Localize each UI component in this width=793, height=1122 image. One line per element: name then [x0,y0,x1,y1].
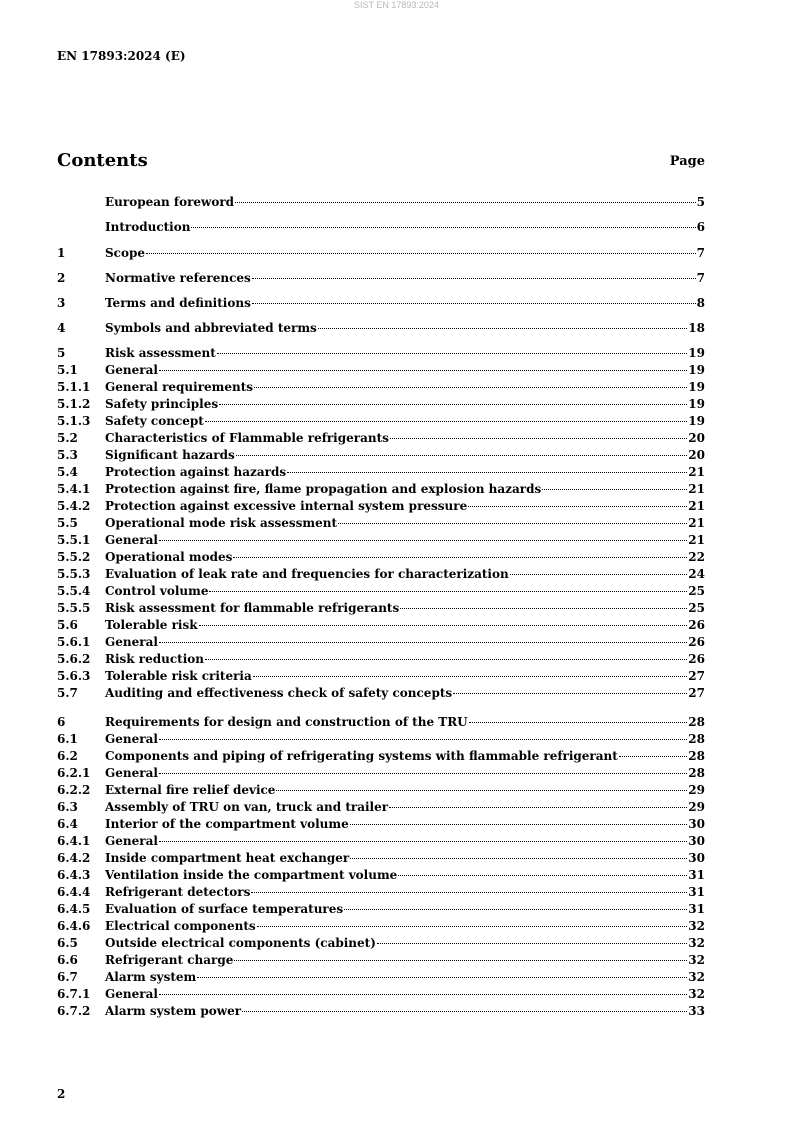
toc-leader-dots [199,625,688,626]
toc-entry-page: 18 [688,321,705,335]
toc-entry-number: 6 [57,715,66,729]
toc-entry-page: 26 [688,652,705,666]
toc-leader-dots [400,608,687,609]
toc-entry-page: 30 [688,817,705,831]
toc-entry[interactable] [57,481,705,497]
toc-entry[interactable] [57,765,705,781]
toc-leader-dots [468,506,687,507]
toc-entry-number: 6.7.1 [57,987,91,1001]
toc-entry-number: 5.5.5 [57,601,91,615]
toc-entry-title: Normative references [105,271,251,285]
toc-entry-page: 32 [688,970,705,984]
toc-entry[interactable] [57,935,705,951]
toc-leader-dots [276,790,687,791]
toc-entry-page: 19 [688,414,705,428]
toc-entry-number: 6.4.4 [57,885,91,899]
toc-entry-title: Alarm system power [105,1004,242,1018]
toc-entry[interactable] [57,345,705,361]
toc-entry-number: 5.5.4 [57,584,91,598]
toc-leader-dots [453,693,687,694]
toc-entry-number: 6.4.1 [57,834,91,848]
toc-entry-number: 6.2.1 [57,766,91,780]
toc-entry-title: Refrigerant detectors [105,885,251,899]
toc-entry[interactable] [57,668,705,684]
toc-entry-number: 5.7 [57,686,78,700]
toc-entry-page: 7 [696,246,705,260]
toc-entry[interactable] [57,219,705,235]
toc-entry-page: 19 [688,363,705,377]
toc-leader-dots [254,387,687,388]
toc-entry-page: 32 [688,936,705,950]
toc-entry-title: Control volume [105,584,209,598]
toc-entry-title: External fire relief device [105,783,276,797]
toc-entry[interactable] [57,969,705,985]
toc-entry[interactable] [57,515,705,531]
toc-entry-number: 6.5 [57,936,78,950]
toc-leader-dots [350,858,687,859]
toc-leader-dots [287,472,687,473]
toc-leader-dots [197,977,687,978]
toc-entry-number: 5.1.1 [57,380,91,394]
toc-entry-title: Inside compartment heat exchanger [105,851,350,865]
toc-entry-title: Protection against excessive internal system pressure [105,499,468,513]
toc-entry-number: 6.2 [57,749,78,763]
toc-entry-title: Operational mode risk assessment [105,516,337,530]
toc-leader-dots [159,841,687,842]
toc-entry-page: 21 [688,533,705,547]
toc-entry-title: Electrical components [105,919,256,933]
toc-entry[interactable] [57,901,705,917]
toc-entry-title: Requirements for design and construction of the TRU [105,715,468,729]
toc-entry-number: 5.5.1 [57,533,91,547]
toc-entry-number: 6.4.6 [57,919,91,933]
toc-entry-page: 27 [688,686,705,700]
toc-entry-title: Characteristics of Flammable refrigerants [105,431,389,445]
toc-entry-title: Auditing and effectiveness check of safety concepts [105,686,453,700]
toc-entry-title: Scope [105,246,146,260]
toc-entry-number: 6.4.5 [57,902,91,916]
toc-entry-number: 6.6 [57,953,78,967]
toc-entry-page: 8 [696,296,705,310]
toc-entry[interactable] [57,413,705,429]
toc-entry-page: 25 [688,584,705,598]
toc-entry-page: 21 [688,499,705,513]
toc-entry-page: 30 [688,834,705,848]
toc-entry-page: 31 [688,868,705,882]
toc-entry-page: 27 [688,669,705,683]
toc-leader-dots [235,202,696,203]
toc-leader-dots [191,227,695,228]
toc-leader-dots [236,455,688,456]
toc-leader-dots [389,807,687,808]
toc-entry-number: 5.6.2 [57,652,91,666]
toc-entry-number: 6.1 [57,732,78,746]
toc-leader-dots [159,370,687,371]
toc-entry[interactable] [57,270,705,286]
toc-entry[interactable] [57,986,705,1002]
toc-entry-number: 2 [57,271,66,285]
toc-entry[interactable] [57,362,705,378]
toc-entry-page: 32 [688,919,705,933]
toc-entry-page: 21 [688,516,705,530]
toc-entry-title: Components and piping of refrigerating systems with flammable refrigerant [105,749,618,763]
toc-entry[interactable] [57,884,705,900]
toc-entry-title: Risk assessment [105,346,216,360]
toc-leader-dots [619,756,688,757]
toc-entry[interactable] [57,748,705,764]
contents-title: Contents [57,150,148,171]
toc-entry-title: General [105,635,158,649]
toc-entry-title: Tolerable risk [105,618,198,632]
toc-entry-title: Alarm system [105,970,197,984]
watermark: SIST EN 17893:2024 [354,0,439,10]
toc-entry-page: 7 [696,271,705,285]
toc-entry-page: 31 [688,885,705,899]
toc-entry-number: 5.4 [57,465,78,479]
toc-entry-page: 30 [688,851,705,865]
toc-leader-dots [217,353,687,354]
toc-leader-dots [398,875,687,876]
toc-leader-dots [390,438,687,439]
toc-entry[interactable] [57,194,705,210]
toc-entry[interactable] [57,379,705,395]
toc-entry-page: 22 [688,550,705,564]
toc-entry-number: 5.2 [57,431,78,445]
toc-entry[interactable] [57,651,705,667]
toc-entry-number: 5 [57,346,66,360]
page-number: 2 [57,1087,66,1101]
toc-entry-page: 28 [688,749,705,763]
toc-entry[interactable] [57,850,705,866]
toc-entry[interactable] [57,600,705,616]
toc-entry[interactable] [57,685,705,701]
toc-leader-dots [257,926,688,927]
toc-entry-title: General [105,766,158,780]
toc-leader-dots [159,642,687,643]
toc-leader-dots [159,773,687,774]
toc-entry-number: 5.6.1 [57,635,91,649]
toc-entry[interactable] [57,634,705,650]
toc-entry-page: 28 [688,732,705,746]
toc-entry[interactable] [57,320,705,336]
toc-entry[interactable] [57,952,705,968]
toc-entry[interactable] [57,816,705,832]
toc-leader-dots [253,676,688,677]
toc-entry-page: 21 [688,482,705,496]
toc-leader-dots [205,659,687,660]
toc-entry-number: 6.7.2 [57,1004,91,1018]
toc-entry[interactable] [57,918,705,934]
toc-entry-title: General [105,363,158,377]
toc-leader-dots [233,557,687,558]
toc-entry-title: Operational modes [105,550,233,564]
toc-leader-dots [251,892,687,893]
toc-entry-page: 26 [688,618,705,632]
toc-entry-number: 6.7 [57,970,78,984]
toc-entry-page: 19 [688,380,705,394]
toc-leader-dots [219,404,687,405]
toc-entry-page: 28 [688,766,705,780]
toc-entry[interactable] [57,245,705,261]
toc-leader-dots [159,540,687,541]
toc-entry-number: 5.5.3 [57,567,91,581]
toc-entry-number: 5.1 [57,363,78,377]
toc-entry-page: 5 [696,195,705,209]
toc-entry-page: 32 [688,953,705,967]
toc-entry-page: 31 [688,902,705,916]
toc-entry-number: 6.3 [57,800,78,814]
toc-entry-page: 33 [688,1004,705,1018]
toc-leader-dots [146,253,696,254]
toc-entry[interactable] [57,867,705,883]
toc-entry-title: Risk reduction [105,652,204,666]
toc-leader-dots [252,303,696,304]
toc-entry-page: 20 [688,431,705,445]
toc-entry-number: 6.4.2 [57,851,91,865]
toc-entry-number: 5.3 [57,448,78,462]
toc-entry[interactable] [57,498,705,514]
toc-entry-number: 5.5 [57,516,78,530]
toc-entry-title: Evaluation of surface temperatures [105,902,344,916]
toc-entry-number: 5.6 [57,618,78,632]
toc-entry[interactable] [57,464,705,480]
toc-entry-title: Assembly of TRU on van, truck and trailer [105,800,389,814]
toc-entry-number: 1 [57,246,66,260]
toc-leader-dots [234,960,687,961]
page-column-header: Page [669,154,705,169]
toc-entry[interactable] [57,566,705,582]
toc-leader-dots [350,824,688,825]
toc-entry-number: 4 [57,321,66,335]
toc-entry[interactable] [57,532,705,548]
toc-entry-title: Safety principles [105,397,219,411]
toc-entry-title: General [105,533,158,547]
toc-entry-title: Risk assessment for flammable refrigerants [105,601,400,615]
toc-entry-page: 28 [688,715,705,729]
toc-entry-title: Refrigerant charge [105,953,234,967]
toc-entry[interactable] [57,714,705,730]
toc-entry-page: 26 [688,635,705,649]
toc-entry-page: 19 [688,346,705,360]
toc-entry-title: European foreword [105,195,235,209]
toc-entry-number: 5.4.1 [57,482,91,496]
toc-entry-page: 6 [696,220,705,234]
toc-leader-dots [377,943,687,944]
toc-entry-number: 6.2.2 [57,783,91,797]
toc-entry-number: 6.4.3 [57,868,91,882]
toc-entry-number: 5.1.2 [57,397,91,411]
toc-entry[interactable] [57,549,705,565]
toc-entry-title: Symbols and abbreviated terms [105,321,317,335]
toc-entry-page: 21 [688,465,705,479]
toc-entry[interactable] [57,583,705,599]
toc-entry-page: 32 [688,987,705,1001]
toc-entry[interactable] [57,617,705,633]
toc-entry-title: Terms and definitions [105,296,251,310]
toc-entry-title: General requirements [105,380,254,394]
toc-entry-title: General [105,834,158,848]
toc-entry-page: 20 [688,448,705,462]
toc-entry[interactable] [57,833,705,849]
document-id: EN 17893:2024 (E) [57,49,186,63]
toc-entry-title: General [105,987,158,1001]
toc-entry[interactable] [57,396,705,412]
toc-entry[interactable] [57,782,705,798]
toc-entry-title: Evaluation of leak rate and frequencies for characterization [105,567,509,581]
toc-entry[interactable] [57,295,705,311]
toc-entry-page: 24 [688,567,705,581]
toc-entry-title: Ventilation inside the compartment volume [105,868,398,882]
toc-entry-title: General [105,732,158,746]
toc-entry-number: 5.6.3 [57,669,91,683]
toc-entry[interactable] [57,447,705,463]
toc-leader-dots [542,489,687,490]
toc-entry[interactable] [57,731,705,747]
toc-entry-title: Protection against hazards [105,465,287,479]
toc-entry-page: 25 [688,601,705,615]
toc-entry-title: Protection against fire, flame propagation and explosion hazards [105,482,542,496]
toc-leader-dots [510,574,688,575]
toc-leader-dots [344,909,687,910]
toc-entry-number: 3 [57,296,66,310]
toc-leader-dots [159,994,687,995]
toc-entry-title: Significant hazards [105,448,235,462]
toc-entry-page: 29 [688,783,705,797]
toc-entry-page: 19 [688,397,705,411]
toc-leader-dots [252,278,696,279]
toc-entry-number: 5.4.2 [57,499,91,513]
toc-entry-number: 5.5.2 [57,550,91,564]
toc-leader-dots [242,1011,687,1012]
toc-leader-dots [209,591,687,592]
toc-leader-dots [159,739,687,740]
toc-entry-title: Outside electrical components (cabinet) [105,936,376,950]
toc-leader-dots [469,722,688,723]
toc-entry-number: 5.1.3 [57,414,91,428]
toc-entry-number: 6.4 [57,817,78,831]
toc-leader-dots [318,328,687,329]
toc-entry[interactable] [57,799,705,815]
toc-entry-title: Interior of the compartment volume [105,817,349,831]
toc-entry-title: Safety concept [105,414,204,428]
toc-leader-dots [338,523,687,524]
toc-leader-dots [205,421,687,422]
toc-entry-page: 29 [688,800,705,814]
toc-entry[interactable] [57,430,705,446]
toc-entry-title: Introduction [105,220,191,234]
toc-entry-title: Tolerable risk criteria [105,669,252,683]
toc-entry[interactable] [57,1003,705,1019]
